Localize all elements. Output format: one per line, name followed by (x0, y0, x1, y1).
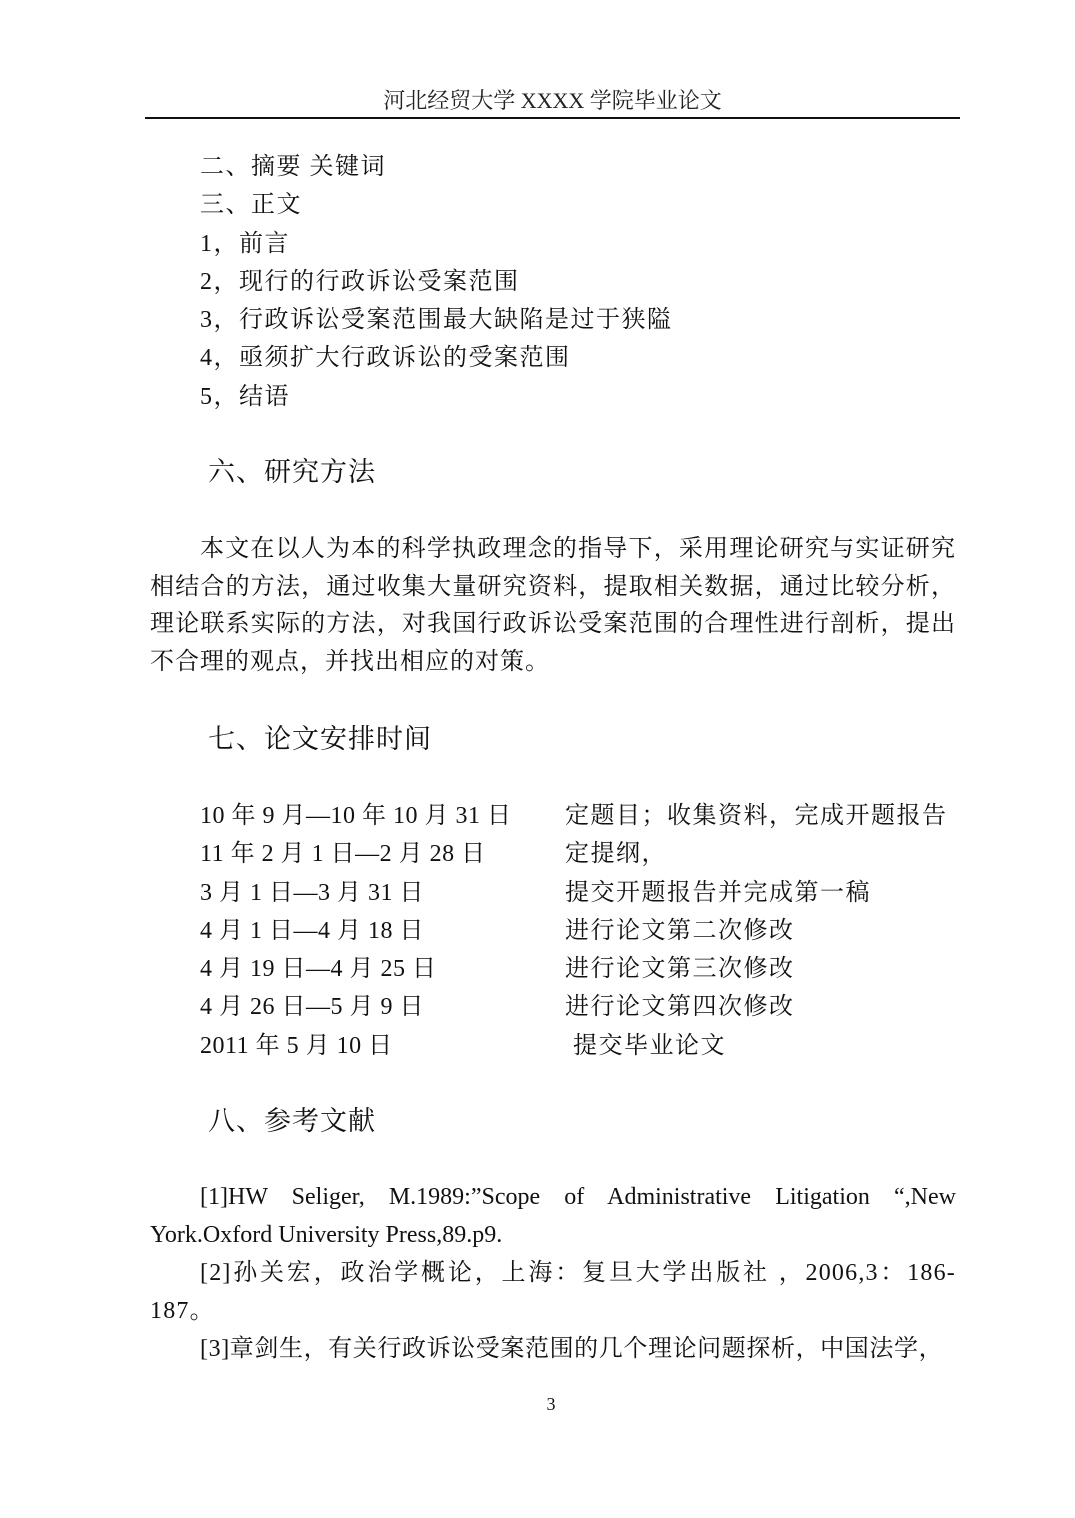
research-method-paragraph: 本文在以人为本的科学执政理念的指导下，采用理论研究与实证研究相结合的方法，通过收集大量研究资料，提取相关数据，通过比较分析，理论联系实际的方法，对我国行政诉讼受案范围的合理性进行剖析，提出不合理的观点，并找出相应的对策。 (150, 536, 956, 675)
outline-item: 4，亟须扩大行政诉讼的受案范围 (200, 345, 571, 372)
schedule-date: 3 月 1 日—3 月 31 日 (200, 879, 424, 906)
schedule-task: 定提纲， (565, 841, 667, 868)
outline-item: 2，现行的行政诉讼受案范围 (200, 268, 520, 295)
schedule-task: 提交毕业论文 (573, 1032, 726, 1059)
outline-item: 3，行政诉讼受案范围最大缺陷是过于狭隘 (200, 307, 673, 334)
schedule-row (200, 988, 960, 1026)
references-list (150, 1178, 956, 1368)
schedule-row (200, 835, 960, 873)
schedule-task: 进行论文第二次修改 (565, 917, 795, 944)
research-method-heading: 六、研究方法 (208, 457, 376, 488)
references-heading: 八、参考文献 (208, 1106, 376, 1137)
schedule-date: 11 年 2 月 1 日—2 月 28 日 (200, 841, 486, 868)
schedule-task: 提交开题报告并完成第一稿 (565, 879, 871, 906)
schedule-task: 进行论文第三次修改 (565, 956, 795, 983)
outline-item: 1，前言 (200, 230, 290, 257)
schedule-date: 2011 年 5 月 10 日 (200, 1032, 393, 1059)
schedule-table (200, 797, 960, 1065)
schedule-date: 4 月 1 日—4 月 18 日 (200, 917, 424, 944)
reference-item: [2]孙关宏，政治学概论，上海：复旦大学出版社 ，2006,3：186-187。 (150, 1260, 956, 1324)
header-divider (145, 117, 960, 119)
page-number: 3 (546, 1394, 556, 1414)
schedule-row (200, 912, 960, 950)
schedule-row (200, 797, 960, 835)
schedule-row (200, 874, 960, 912)
reference-item: [3]章剑生，有关行政诉讼受案范围的几个理论问题探析，中国法学， (200, 1336, 944, 1362)
schedule-row (200, 950, 960, 988)
outline-item: 5，结语 (200, 383, 290, 410)
schedule-heading: 七、论文安排时间 (208, 724, 432, 755)
schedule-row (200, 1027, 960, 1065)
schedule-date: 4 月 26 日—5 月 9 日 (200, 994, 424, 1021)
schedule-task: 定题目；收集资料，完成开题报告 (565, 803, 948, 829)
page-header: 河北经贸大学 XXXX 学院毕业论文 (383, 88, 722, 113)
outline-item: 二、摘要 关键词 (200, 154, 386, 180)
schedule-task: 进行论文第四次修改 (565, 994, 795, 1021)
outline-item: 三、正文 (200, 192, 302, 219)
schedule-date: 10 年 9 月—10 年 10 月 31 日 (200, 803, 512, 829)
thesis-outline-list (200, 148, 673, 416)
schedule-date: 4 月 19 日—4 月 25 日 (200, 956, 437, 983)
reference-item: [1]HW Seliger, M.1989:”Scope of Administrative Litigation “,New York.Oxford University Press,89.p9. (150, 1184, 956, 1248)
